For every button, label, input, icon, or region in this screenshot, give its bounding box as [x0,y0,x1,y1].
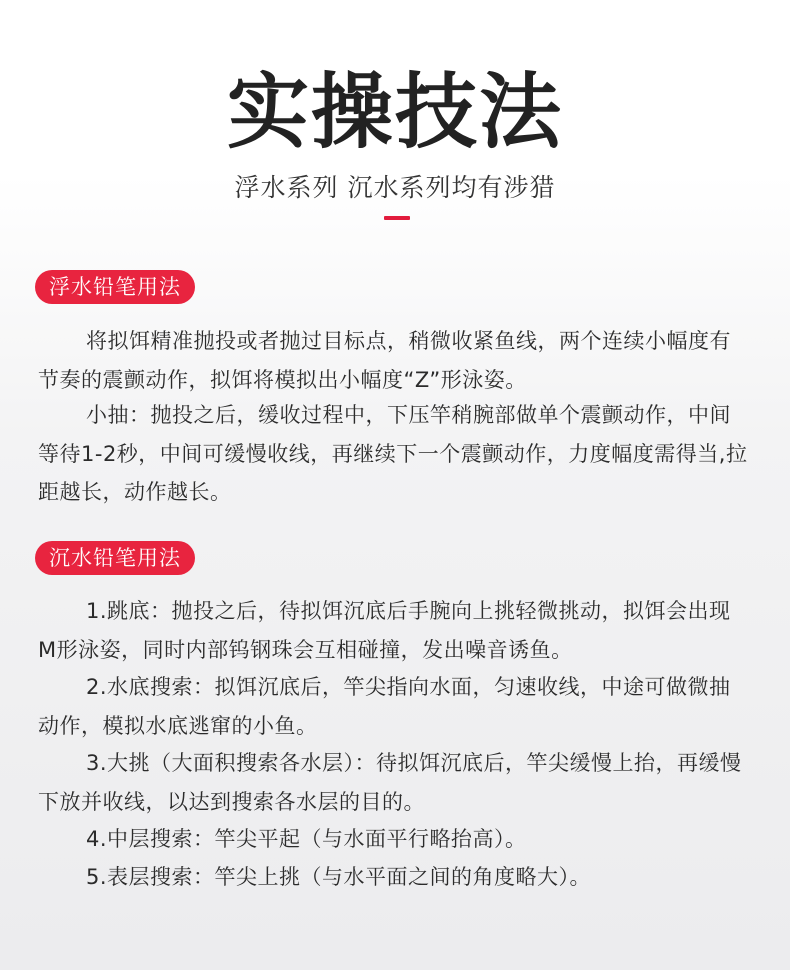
paragraph [38,322,748,399]
section-label-floating: 浮水铅笔用法 [35,270,195,304]
paragraph [38,858,748,897]
paragraph-text: 3.大挑（大面积搜索各水层）：待拟饵沉底后，竿尖缓慢上抬，再缓慢下放并收线，以达到搜索各水层的目的。 [38,751,742,814]
section-label-sinking: 沉水铅笔用法 [35,541,195,575]
paragraph [38,668,748,745]
page-subtitle: 浮水系列 沉水系列均有涉猎 [234,173,556,202]
paragraph-text: 5.表层搜索：竿尖上挑（与水平面之间的角度略大）。 [86,865,592,889]
page-title: 实操技法 [226,64,563,160]
paragraph-text: 4.中层搜索：竿尖平起（与水面平行略抬高）。 [86,827,527,851]
paragraph-text: 将拟饵精准抛投或者抛过目标点，稍微收紧鱼线，两个连续小幅度有节奏的震颤动作，拟饵将模拟出小幅度“Z”形泳姿。 [38,329,731,392]
paragraph-text: 小抽：抛投之后，缓收过程中，下压竿稍腕部做单个震颤动作，中间等待1-2秒，中间可缓慢收线，再继续下一个震颤动作，力度幅度需得当,拉距越长，动作越长。 [38,403,748,504]
paragraph-text: 2.水底搜索：拟饵沉底后，竿尖指向水面，匀速收线，中途可做微抽动作，模拟水底逃窜的小鱼。 [38,675,731,738]
paragraph [38,744,748,821]
paragraph [38,820,748,859]
paragraph-text: 1.跳底：抛投之后，待拟饵沉底后手腕向上挑轻微挑动，拟饵会出现M形泳姿，同时内部钨钢珠会互相碰撞，发出噪音诱鱼。 [38,599,731,662]
paragraph [38,396,748,512]
paragraph [38,592,748,669]
title-divider [384,216,410,220]
